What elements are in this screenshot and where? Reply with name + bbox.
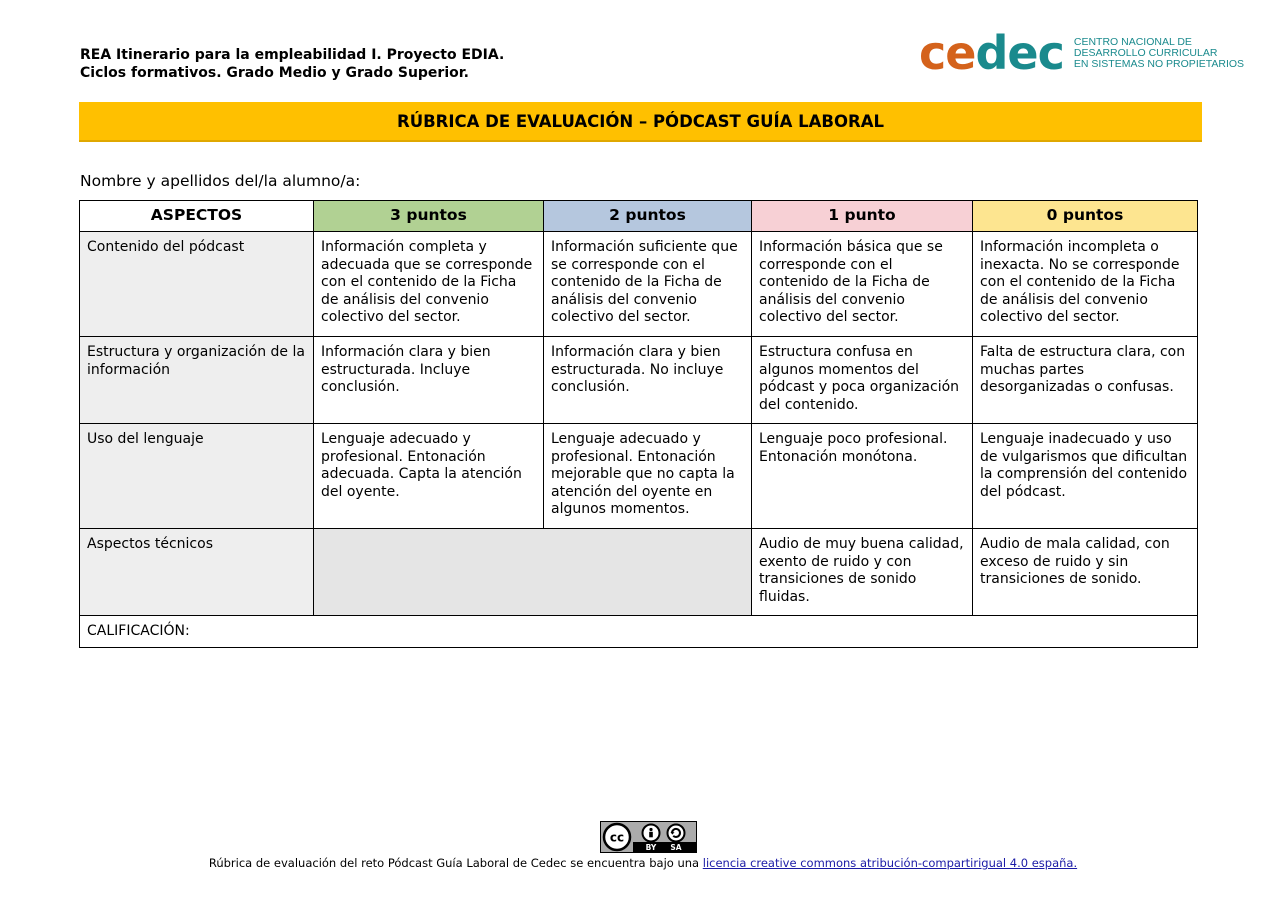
header-1-punto: 1 punto (752, 201, 973, 232)
criterion-cell-3: Información completa y adecuada que se corresponde con el contenido de la Ficha de análisis del convenio colectivo del sector. (314, 232, 544, 337)
calificacion-label: CALIFICACIÓN: (80, 616, 1198, 648)
calificacion-row (80, 616, 1198, 648)
header-2-puntos: 2 puntos (544, 201, 752, 232)
rubric-title: RÚBRICA DE EVALUACIÓN – PÓDCAST GUÍA LABORAL (79, 102, 1202, 142)
aspect-cell: Estructura y organización de la información (80, 337, 314, 424)
empty-merged-cell (314, 529, 752, 616)
license-footer (0, 856, 1286, 870)
header-0-puntos: 0 puntos (973, 201, 1198, 232)
criterion-cell-0: Lenguaje inadecuado y uso de vulgarismos que dificultan la comprensión del contenido del pódcast. (973, 424, 1198, 529)
cc-by-sa-icon (601, 822, 696, 852)
criterion-cell-2: Lenguaje adecuado y profesional. Entonación mejorable que no capta la atención del oyente en algunos momentos. (544, 424, 752, 529)
cedec-logo (919, 26, 1245, 80)
header-3-puntos: 3 puntos (314, 201, 544, 232)
cedec-logo-text: CENTRO NACIONAL DE DESARROLLO CURRICULAR EN SISTEMAS NO PROPIETARIOS (1073, 35, 1245, 70)
table-row (80, 337, 1198, 424)
aspect-cell: Uso del lenguaje (80, 424, 314, 529)
svg-text:SA: SA (670, 843, 682, 852)
criterion-cell-3: Información clara y bien estructurada. Incluye conclusión. (314, 337, 544, 424)
header-line-2: Ciclos formativos. Grado Medio y Grado Superior. (80, 65, 469, 81)
criterion-cell-1: Estructura confusa en algunos momentos del pódcast y poca organización del contenido. (752, 337, 973, 424)
cedec-logo-word: cedec (919, 26, 1064, 80)
criterion-cell-0: Información incompleta o inexacta. No se corresponde con el contenido de la Ficha de análisis del convenio colectivo del sector. (973, 232, 1198, 337)
table-header-row (80, 201, 1198, 232)
criterion-cell-1: Lenguaje poco profesional. Entonación monótona. (752, 424, 973, 529)
criterion-cell-3: Lenguaje adecuado y profesional. Entonación adecuada. Capta la atención del oyente. (314, 424, 544, 529)
aspect-cell: Aspectos técnicos (80, 529, 314, 616)
criterion-cell-0: Falta de estructura clara, con muchas partes desorganizadas o confusas. (973, 337, 1198, 424)
document-header (80, 46, 504, 82)
criterion-cell-1: Audio de muy buena calidad, exento de ruido y con transiciones de sonido fluidas. (752, 529, 973, 616)
rubric-table (79, 200, 1198, 648)
table-row (80, 529, 1198, 616)
table-row (80, 424, 1198, 529)
criterion-cell-2: Información suficiente que se corresponde con el contenido de la Ficha de análisis del convenio colectivo del sector. (544, 232, 752, 337)
student-name-label: Nombre y apellidos del/la alumno/a: (80, 172, 361, 190)
license-link[interactable]: licencia creative commons atribución-compartirigual 4.0 españa. (702, 856, 1078, 870)
svg-text:cc: cc (609, 830, 625, 845)
criterion-cell-2: Información clara y bien estructurada. No incluye conclusión. (544, 337, 752, 424)
aspect-cell: Contenido del pódcast (80, 232, 314, 337)
table-row (80, 232, 1198, 337)
license-footer-text: Rúbrica de evaluación del reto Pódcast Guía Laboral de Cedec se encuentra bajo una (208, 856, 703, 870)
criterion-cell-0: Audio de mala calidad, con exceso de ruido y sin transiciones de sonido. (973, 529, 1198, 616)
svg-text:BY: BY (645, 843, 657, 852)
header-aspectos: ASPECTOS (80, 201, 314, 232)
criterion-cell-1: Información básica que se corresponde con el contenido de la Ficha de análisis del convenio colectivo del sector. (752, 232, 973, 337)
header-line-1: REA Itinerario para la empleabilidad I. Proyecto EDIA. (80, 47, 505, 63)
cc-license-badge (600, 821, 697, 853)
